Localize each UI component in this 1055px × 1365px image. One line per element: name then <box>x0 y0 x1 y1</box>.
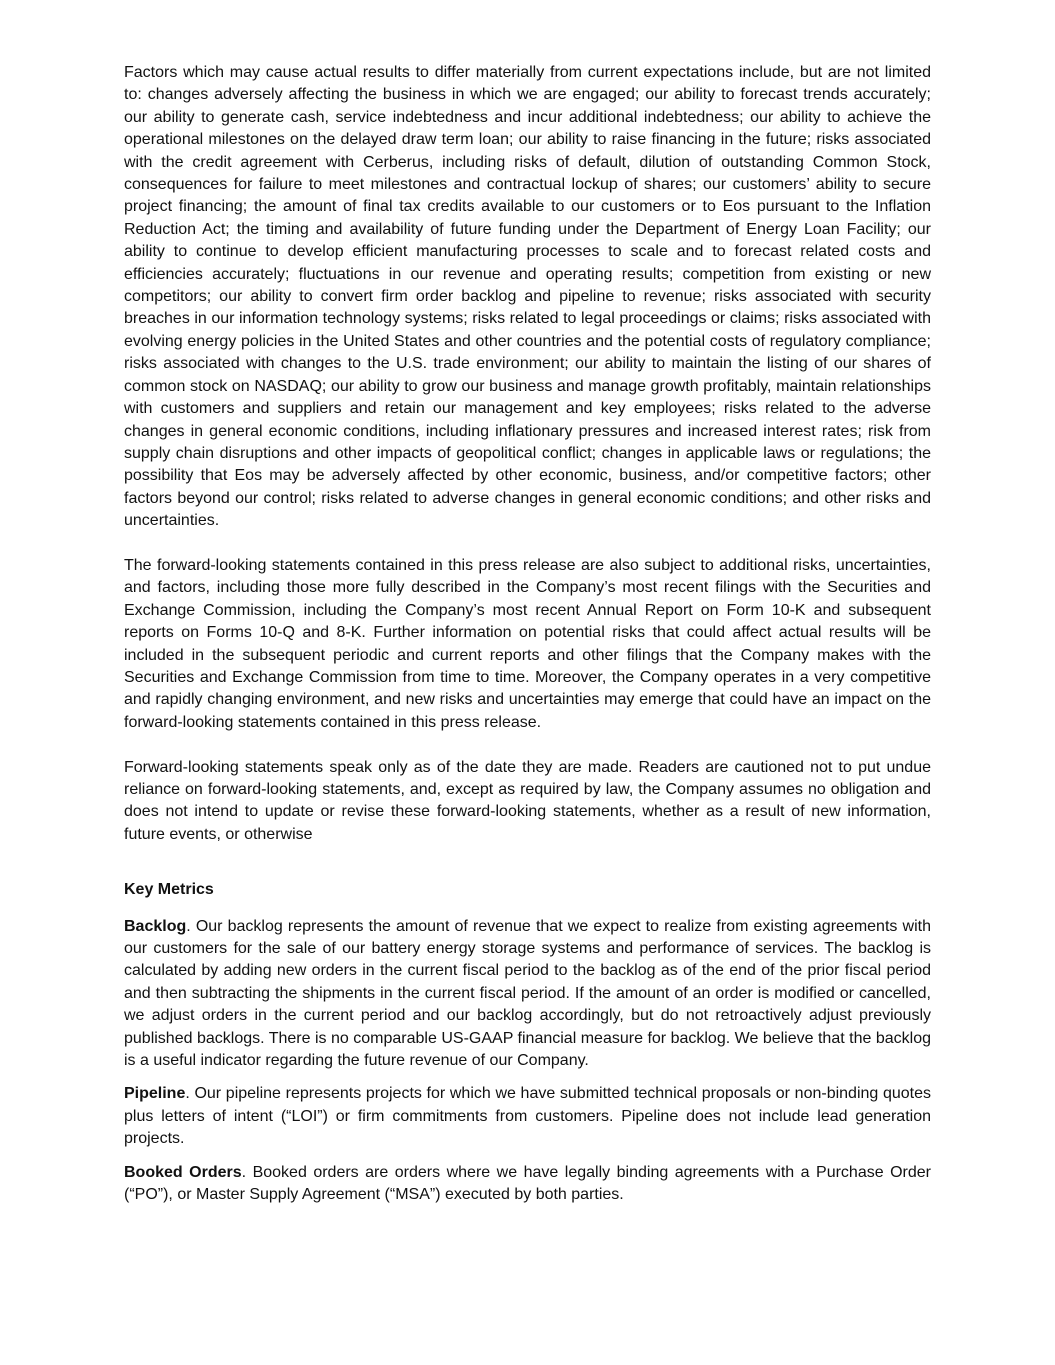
pipeline-definition <box>124 1083 931 1150</box>
forward-looking-paragraph: Forward-looking statements speak only as of the date they are made. Readers are cautioned not to put undue reliance on forward-looking statements, and, except as required by law, the Company assumes no obligation and does not intend to update or revise these forward-looking statements, whether as a result of new information, future events, or otherwise <box>124 758 931 843</box>
pipeline-term: Pipeline <box>124 1085 186 1103</box>
booked-orders-text: . Booked orders are orders where we have legally binding agreements with a Purchase Order (“PO”), or Master Supply Agreement (“MSA”) executed by both parties. <box>124 1163 932 1204</box>
booked-orders-term: Booked Orders <box>124 1163 242 1181</box>
pipeline-text: . Our pipeline represents projects for which we have submitted technical proposals or non-binding quotes plus letters of intent (“LOI”) or firm commitments from customers. Pipeline does not include lead generation projects. <box>124 1085 931 1148</box>
backlog-term: Backlog <box>124 917 187 935</box>
document-page <box>124 62 931 1206</box>
risk-factors-paragraph: Factors which may cause actual results to differ materially from current expectations include, but are not limited to: changes adversely affecting the business in which we are engaged; our ability to forecast trends accurately; our ability to generate cash, service indebtedness and incur additional indebtedness; our ability to achieve the operational milestones on the delayed draw term loan; our ability to raise financing in the future; risks associated with the credit agreement with Cerberus, including risks of default, dilution of outstanding Common Stock, consequences for failure to meet milestones and contractual lockup of shares; our customers’ ability to secure project financing; the amount of final tax credits available to our customers or to Eos pursuant to the Inflation Reduction Act; the timing and availability of future funding under the Department of Energy Loan Facility; our ability to continue to develop efficient manufacturing processes to scale and to forecast related costs and efficiencies accurately; fluctuations in our revenue and operating results; competition from existing or new competitors; our ability to convert firm order backlog and pipeline to revenue; risks associated with security breaches in our information technology systems; risks related to legal proceedings or claims; risks associated with evolving energy policies in the United States and other countries and the potential costs of regulatory compliance; risks associated with changes to the U.S. trade environment; our ability to maintain the listing of our shares of common stock on NASDAQ; our ability to grow our business and manage growth profitably, maintain relationships with customers and suppliers and retain our management and key employees; risks related to the adverse changes in general economic conditions, including inflationary pressures and increased interest rates; risk from supply chain disruptions and other impacts of geopolitical conflict; changes in applicable laws or regulations; the possibility that Eos may be adversely affected by other economic, business, and/or competitive factors; other factors beyond our control; risks related to adverse changes in general economic conditions; and other risks and uncertainties. <box>124 64 931 530</box>
booked-orders-definition <box>124 1162 931 1207</box>
backlog-definition <box>124 916 931 1073</box>
additional-risks-paragraph: The forward-looking statements contained in this press release are also subject to additional risks, uncertainties, and factors, including those more fully described in the Company’s most recent filings with the Securities and Exchange Commission, including the Company’s most recent Annual Report on Form 10-K and subsequent reports on Forms 10-Q and 8-K. Further information on potential risks that could affect actual results will be included in the subsequent periodic and current reports and other filings that the Company makes with the Securities and Exchange Commission from time to time. Moreover, the Company operates in a very competitive and rapidly changing environment, and new risks and uncertainties may emerge that could have an impact on the forward-looking statements contained in this press release. <box>124 556 931 731</box>
backlog-text: . Our backlog represents the amount of revenue that we expect to realize from existing agreements with our customers for the sale of our battery energy storage systems and performance of services. The backlog is calculated by adding new orders in the current fiscal period to the backlog as of the end of the prior fiscal period and then subtracting the shipments in the current fiscal period. If the amount of an order is modified or cancelled, we adjust orders in the current period and our backlog accordingly, but do not retroactively adjust previously published backlogs. There is no comparable US-GAAP financial measure for backlog. We believe that the backlog is a useful indicator regarding the future revenue of our Company. <box>124 917 931 1070</box>
key-metrics-heading: Key Metrics <box>124 881 214 899</box>
